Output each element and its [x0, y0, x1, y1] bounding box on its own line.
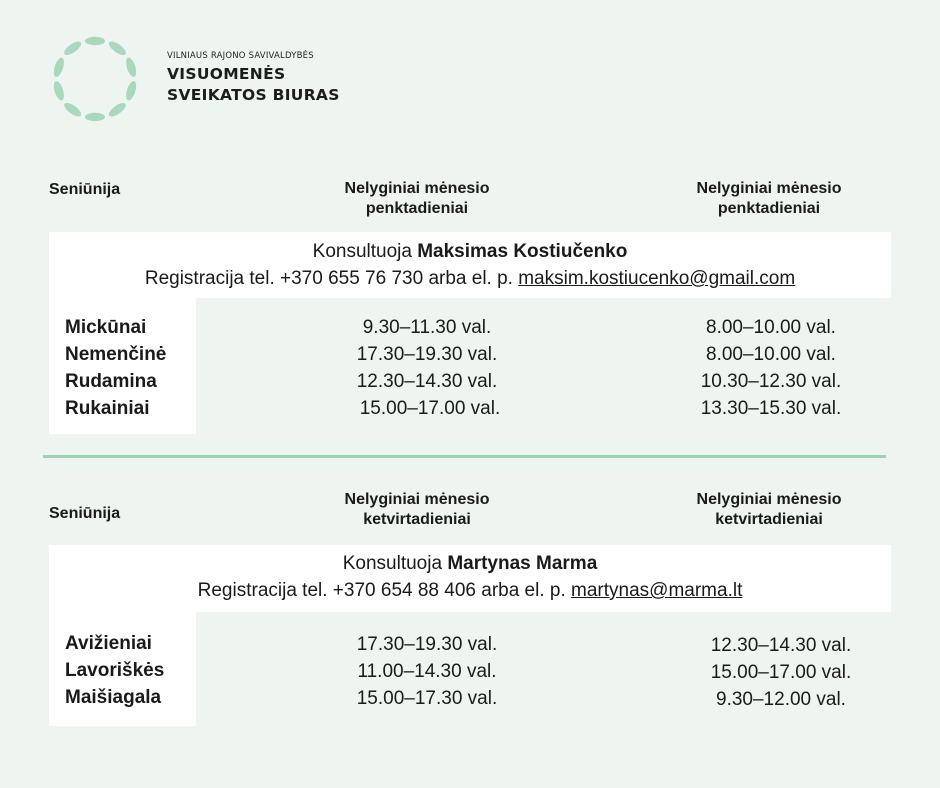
logo-petal — [62, 39, 83, 58]
consultant-prefix: Konsultuoja — [342, 553, 448, 574]
logo-line2: SVEIKATOS BIURAS — [167, 86, 340, 104]
logo-superscript: VILNIAUS RAJONO SAVIVALDYBĖS — [167, 51, 314, 61]
logo-petal — [107, 100, 128, 119]
logo-petal — [124, 80, 138, 102]
row-time-col2: 8.00–10.00 val. — [706, 317, 836, 338]
row-name: Lavoriškės — [65, 660, 165, 681]
logo-petal — [124, 56, 138, 78]
header-column-2-line1: Nelyginiai mėnesio — [696, 180, 842, 197]
header-column-1-line2: ketvirtadieniai — [363, 511, 471, 528]
consultant-prefix: Konsultuoja — [312, 241, 418, 262]
row-name: Mickūnai — [65, 317, 147, 338]
row-time-col2: 13.30–15.30 val. — [700, 398, 842, 419]
row-time-col1: 17.30–19.30 val. — [356, 344, 498, 365]
header-column-2-line2: ketvirtadieniai — [715, 511, 823, 528]
logo-petal — [52, 56, 66, 78]
consultant-name: Maksimas Kostiučenko — [417, 241, 628, 262]
registration-line — [49, 577, 891, 604]
logo-petal — [52, 80, 66, 102]
row-time-col1: 15.00–17.00 val. — [359, 398, 501, 419]
row-time-col1: 17.30–19.30 val. — [356, 634, 498, 655]
row-time-col2: 9.30–12.00 val. — [716, 689, 846, 710]
row-time-col1: 15.00–17.30 val. — [356, 688, 498, 709]
header-column-2-line2: penktadieniai — [717, 200, 821, 217]
logo-petal — [85, 113, 105, 121]
row-name: Rukainiai — [65, 398, 150, 419]
logo-petal — [85, 37, 105, 45]
logo-petal — [107, 39, 128, 58]
consultant-line — [49, 550, 891, 577]
row-name: Avižieniai — [65, 633, 152, 654]
section-divider — [43, 455, 886, 458]
header-column-1 — [297, 490, 537, 530]
header-column-1-line1: Nelyginiai mėnesio — [344, 491, 490, 508]
row-name: Nemenčinė — [65, 344, 167, 365]
header-column-1-line1: Nelyginiai mėnesio — [344, 180, 490, 197]
consultant-line — [49, 238, 891, 265]
row-time-col1: 12.30–14.30 val. — [356, 371, 498, 392]
email-link[interactable]: martynas@marma.lt — [571, 580, 743, 601]
consultant-box — [49, 232, 891, 298]
registration-line — [49, 265, 891, 292]
header-column-1-line2: penktadieniai — [365, 200, 469, 217]
consultant-name: Martynas Marma — [447, 553, 598, 574]
header-column-2-line1: Nelyginiai mėnesio — [696, 491, 842, 508]
row-time-col1: 9.30–11.30 val. — [362, 317, 492, 338]
header-seniunija: Seniūnija — [49, 181, 121, 198]
row-name: Rudamina — [65, 371, 157, 392]
logo-line1: VISUOMENĖS — [167, 65, 286, 83]
row-time-col2: 12.30–14.30 val. — [710, 635, 852, 656]
header-column-1 — [297, 179, 537, 219]
email-link[interactable]: maksim.kostiucenko@gmail.com — [518, 268, 796, 289]
registration-text: Registracija tel. +370 655 76 730 arba el. p. — [144, 268, 519, 289]
logo-icon — [48, 32, 142, 126]
row-time-col2: 8.00–10.00 val. — [706, 344, 836, 365]
logo-petal — [62, 100, 83, 119]
header-seniunija: Seniūnija — [49, 505, 121, 522]
header-column-2 — [649, 490, 889, 530]
row-time-col2: 15.00–17.00 val. — [710, 662, 852, 683]
logo-text — [167, 51, 340, 106]
consultant-box — [49, 545, 891, 612]
row-time-col2: 10.30–12.30 val. — [700, 371, 842, 392]
registration-text: Registracija tel. +370 654 88 406 arba el. p. — [197, 580, 572, 601]
row-time-col1: 11.00–14.30 val. — [357, 661, 497, 682]
row-name: Maišiagala — [65, 687, 162, 708]
header-column-2 — [649, 179, 889, 219]
